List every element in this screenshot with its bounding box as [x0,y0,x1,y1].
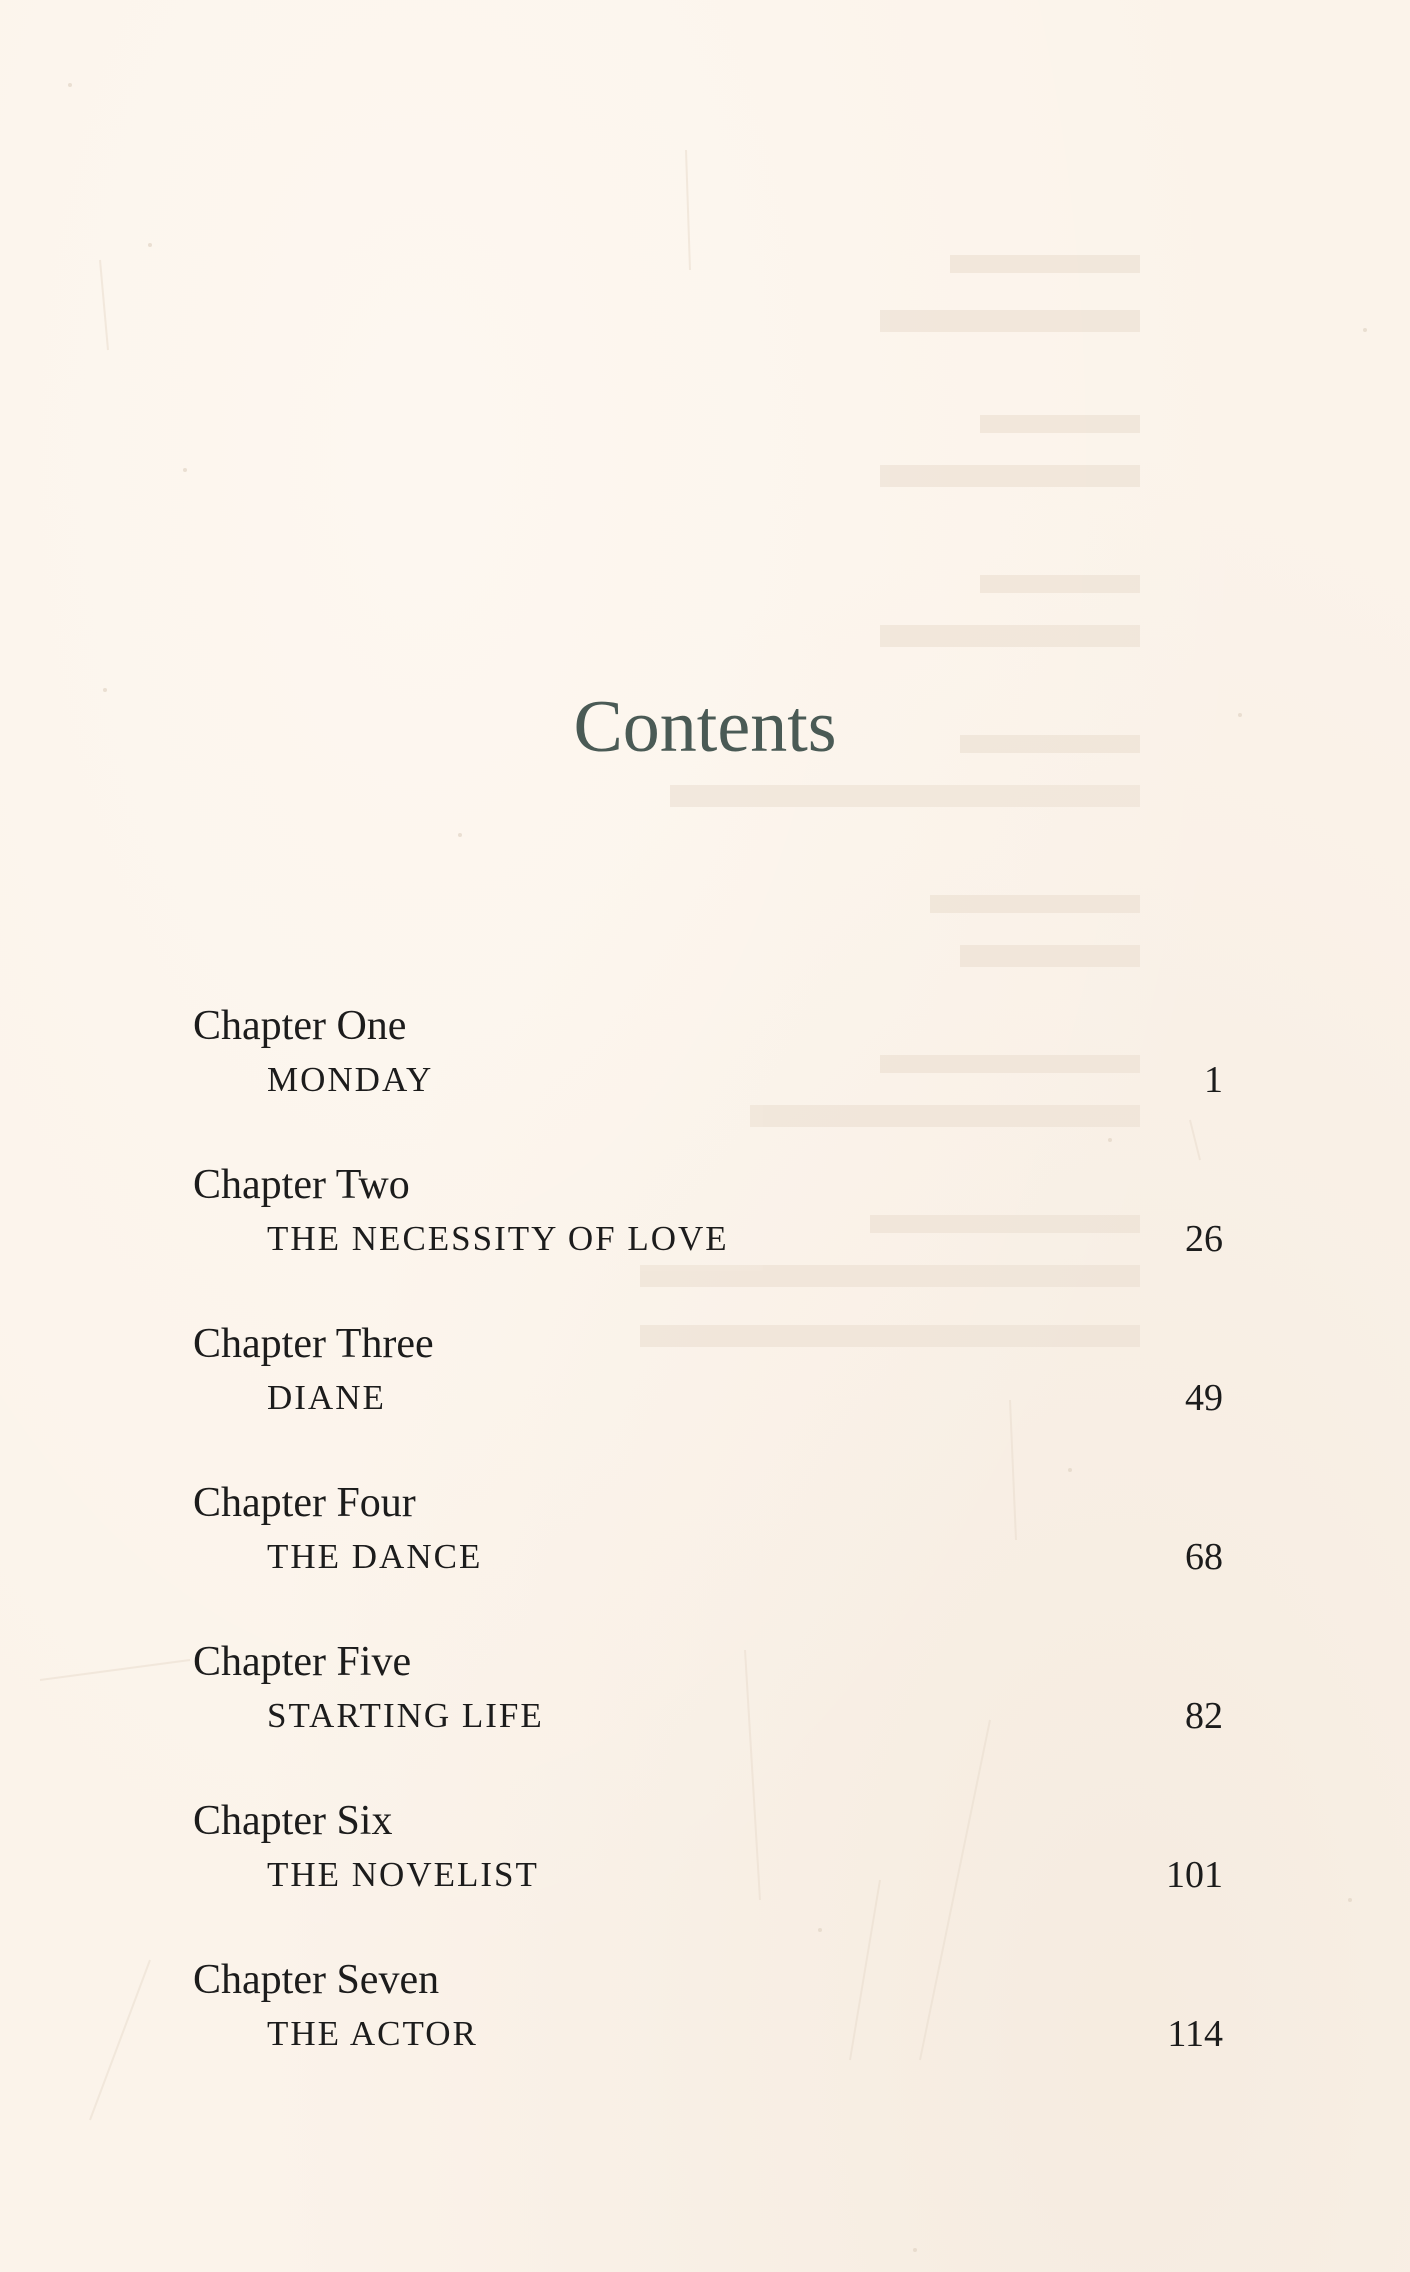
chapter-label: Chapter Three [193,1321,434,1367]
page-number: 114 [1167,2013,1223,2055]
chapter-label: Chapter Four [193,1480,416,1526]
toc-entry [193,1954,1223,2094]
toc-entry [193,1636,1223,1776]
chapter-label: Chapter Six [193,1798,393,1844]
chapter-label: Chapter One [193,1003,407,1049]
chapter-title: THE NOVELIST [267,1855,539,1894]
toc-entry [193,1318,1223,1458]
chapter-title: THE DANCE [267,1537,483,1576]
chapter-label: Chapter Two [193,1162,410,1208]
toc-entry [193,1000,1223,1140]
toc-entry [193,1159,1223,1299]
page-number: 82 [1185,1695,1223,1737]
toc-entry [193,1795,1223,1935]
chapter-title: DIANE [267,1378,386,1417]
chapter-label: Chapter Seven [193,1957,440,2003]
page-number: 49 [1185,1377,1223,1419]
page-number: 26 [1185,1218,1223,1260]
page-number: 101 [1166,1854,1223,1896]
page-number: 1 [1204,1059,1223,1101]
chapter-title: THE NECESSITY OF LOVE [267,1219,729,1258]
chapter-title: MONDAY [267,1060,434,1099]
page-number: 68 [1185,1536,1223,1578]
chapter-title: STARTING LIFE [267,1696,544,1735]
toc-entry [193,1477,1223,1617]
chapter-title: THE ACTOR [267,2014,478,2053]
page-title: Contents [573,686,837,768]
chapter-label: Chapter Five [193,1639,412,1685]
